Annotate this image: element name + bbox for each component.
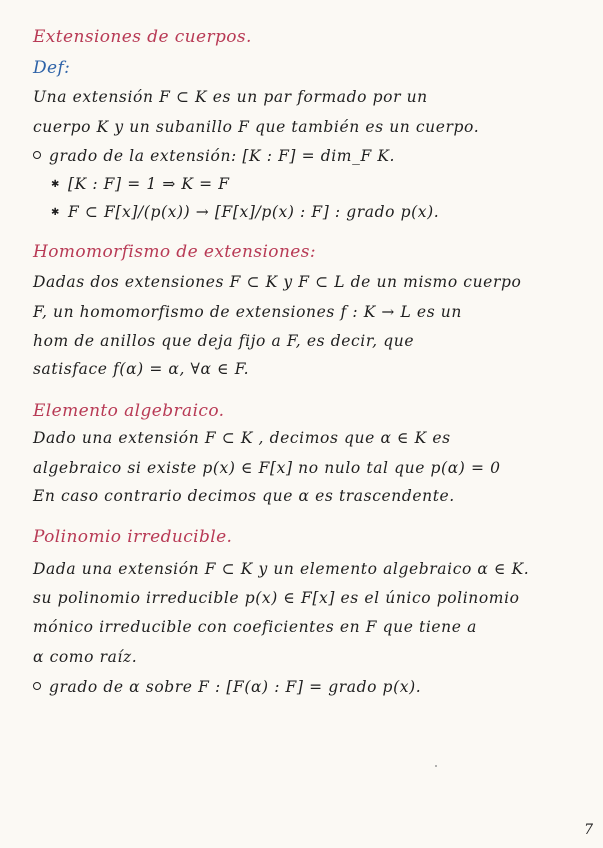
poly-line-1: Dada una extensión F ⊂ K y un elemento algebraico α ∈ K. <box>33 560 530 578</box>
elem-line-3: En caso contrario decimos que α es trascendente. <box>33 487 455 505</box>
definition-label: Def: <box>33 58 71 78</box>
homo-line-3: hom de anillos que deja fijo a F, es decir, que <box>33 332 415 350</box>
page-number: 7 <box>584 822 593 838</box>
homo-line-1: Dadas dos extensiones F ⊂ K y F ⊂ L de un mismo cuerpo <box>33 273 522 291</box>
grado-bullet: grado de la extensión: [K : F] = dim_F K. <box>33 146 395 166</box>
poly-line-4: α como raíz. <box>33 648 138 666</box>
star-item-1: ✱ [K : F] = 1 ⇒ K = F <box>33 174 230 195</box>
elem-line-2: algebraico si existe p(x) ∈ F[x] no nulo tal que p(α) = 0 <box>33 459 501 477</box>
irreducible-polynomial-heading: Polinomio irreducible. <box>33 527 233 547</box>
star-item-2: ✱ F ⊂ F[x]/(p(x)) → [F[x]/p(x) : F] : grado p(x). <box>33 202 439 223</box>
ink-dot <box>435 765 437 767</box>
homo-line-2: F, un homomorfismo de extensiones f : K → L es un <box>33 303 462 321</box>
poly-line-3: mónico irreducible con coeficientes en F que tiene a <box>33 618 477 636</box>
homo-line-4: satisface f(α) = α, ∀α ∈ F. <box>33 360 250 378</box>
homomorphism-heading: Homomorfismo de extensiones: <box>33 242 317 262</box>
def-line-1: Una extensión F ⊂ K es un par formado por un <box>33 88 428 106</box>
poly-line-2: su polinomio irreducible p(x) ∈ F[x] es el único polinomio <box>33 589 520 607</box>
poly-grado-bullet: grado de α sobre F : [F(α) : F] = grado p(x). <box>33 677 421 697</box>
elem-line-1: Dado una extensión F ⊂ K , decimos que α ∈ K es <box>33 429 451 447</box>
algebraic-element-heading: Elemento algebraico. <box>33 401 225 421</box>
page-title: Extensiones de cuerpos. <box>33 27 252 47</box>
def-line-2: cuerpo K y un subanillo F que también es un cuerpo. <box>33 118 480 136</box>
